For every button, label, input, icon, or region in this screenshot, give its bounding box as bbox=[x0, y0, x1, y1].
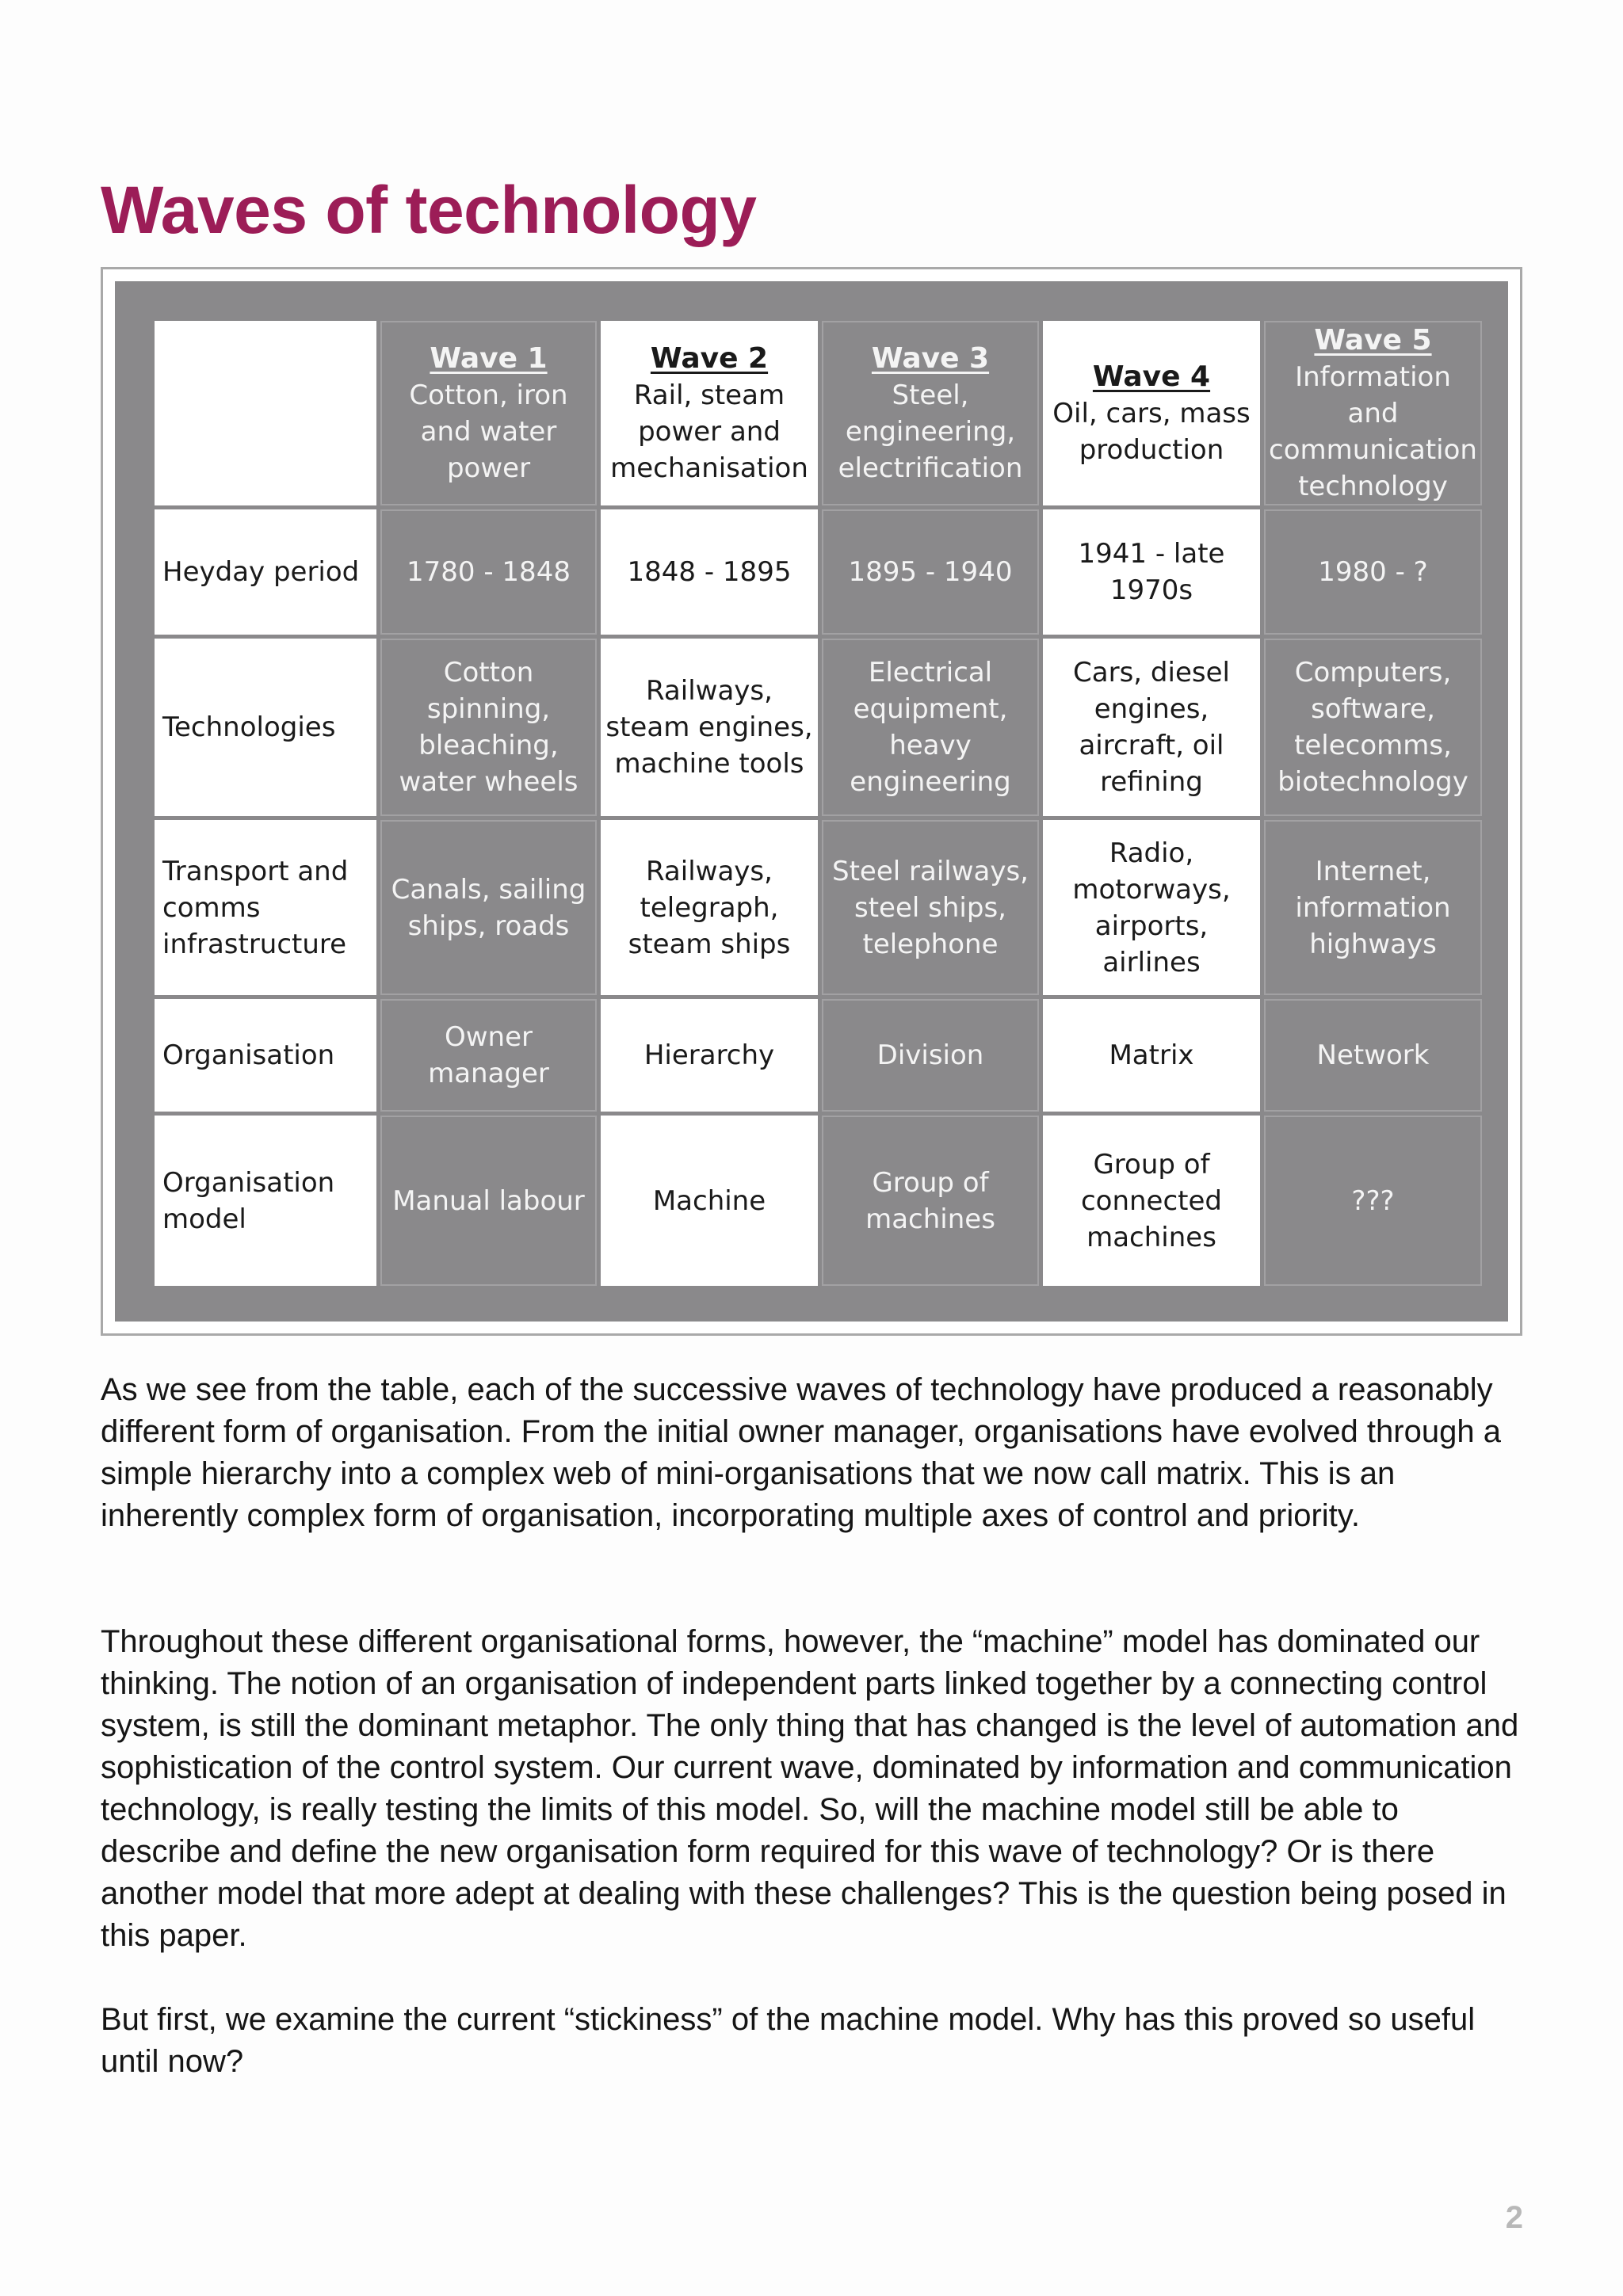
row-header-cell: Organisation model bbox=[155, 1116, 376, 1286]
waves-of-technology-table bbox=[151, 317, 1486, 1290]
table-cell: Division bbox=[822, 999, 1039, 1112]
table-cell: Computers, software, telecomms, biotechnology bbox=[1264, 639, 1482, 816]
wave-description: Rail, steam power and mechanisation bbox=[610, 379, 808, 484]
page-title: Waves of technology bbox=[101, 173, 757, 247]
wave-title: Wave 3 bbox=[871, 341, 990, 375]
wave-header-cell bbox=[380, 321, 597, 505]
wave-description: Oil, cars, mass production bbox=[1052, 397, 1251, 466]
table-cell: Group of machines bbox=[822, 1116, 1039, 1286]
row-header-cell: Heyday period bbox=[155, 509, 376, 635]
wave-title: Wave 2 bbox=[650, 341, 769, 375]
wave-table-figure bbox=[101, 267, 1522, 1336]
table-cell: Radio, motorways, airports, airlines bbox=[1043, 820, 1260, 995]
table-cell: 1848 - 1895 bbox=[601, 509, 818, 635]
table-header-row bbox=[155, 321, 1482, 505]
wave-description: Steel, engineering, electrification bbox=[838, 379, 1023, 484]
table-cell: Owner manager bbox=[380, 999, 597, 1112]
table-cell: Internet, information highways bbox=[1264, 820, 1482, 995]
table-row-heyday-period bbox=[155, 509, 1482, 635]
table-cell: Electrical equipment, heavy engineering bbox=[822, 639, 1039, 816]
table-cell: 1780 - 1848 bbox=[380, 509, 597, 635]
wave-header-cell bbox=[1264, 321, 1482, 505]
table-cell: Manual labour bbox=[380, 1116, 597, 1286]
table-corner-cell bbox=[155, 321, 376, 505]
table-cell: Cotton spinning, bleaching, water wheels bbox=[380, 639, 597, 816]
wave-title: Wave 1 bbox=[430, 341, 548, 375]
table-cell: Network bbox=[1264, 999, 1482, 1112]
wave-table-background bbox=[115, 281, 1508, 1322]
wave-header-cell bbox=[822, 321, 1039, 505]
table-cell: Steel railways, steel ships, telephone bbox=[822, 820, 1039, 995]
table-cell: 1895 - 1940 bbox=[822, 509, 1039, 635]
wave-header-cell bbox=[1043, 321, 1260, 505]
table-row-technologies bbox=[155, 639, 1482, 816]
table-cell: 1941 - late 1970s bbox=[1043, 509, 1260, 635]
table-cell: ??? bbox=[1264, 1116, 1482, 1286]
table-cell: Railways, steam engines, machine tools bbox=[601, 639, 818, 816]
body-paragraph: But first, we examine the current “stickiness” of the machine model. Why has this proved so useful until now? bbox=[101, 2002, 1476, 2079]
table-cell: Machine bbox=[601, 1116, 818, 1286]
wave-description: Cotton, iron and water power bbox=[409, 379, 568, 484]
table-row-organisation bbox=[155, 999, 1482, 1112]
row-header-cell: Transport and comms infrastructure bbox=[155, 820, 376, 995]
table-cell: Canals, sailing ships, roads bbox=[380, 820, 597, 995]
row-header-cell: Organisation bbox=[155, 999, 376, 1112]
body-paragraph: As we see from the table, each of the successive waves of technology have produced a reasonably different form of organisation. From the initial owner manager, organisations have evolved through a simple hierarchy into a complex web of mini-organisations that we now call matrix. This is an inherently complex form of organisation, incorporating multiple axes of control and priority. bbox=[101, 1372, 1501, 1533]
table-cell: Cars, diesel engines, aircraft, oil refining bbox=[1043, 639, 1260, 816]
table-cell: Railways, telegraph, steam ships bbox=[601, 820, 818, 995]
body-paragraph: Throughout these different organisational forms, however, the “machine” model has dominated our thinking. The notion of an organisation of independent parts linked together by a connecting control system, is still the dominant metaphor. The only thing that has changed is the level of automation and sophistication of the control system. Our current wave, dominated by information and communication technology, is really testing the limits of this model. So, will the machine model still be able to describe and define the new organisation form required for this wave of technology? Or is there another model that more adept at dealing with these challenges? This is the question being posed in this paper. bbox=[101, 1624, 1519, 1953]
wave-title: Wave 5 bbox=[1314, 323, 1432, 357]
wave-title: Wave 4 bbox=[1092, 360, 1211, 393]
table-cell: Hierarchy bbox=[601, 999, 818, 1112]
table-cell: 1980 - ? bbox=[1264, 509, 1482, 635]
wave-header-cell bbox=[601, 321, 818, 505]
page-number: 2 bbox=[1505, 2200, 1523, 2235]
table-cell: Group of connected machines bbox=[1043, 1116, 1260, 1286]
wave-description: Information and communication technology bbox=[1269, 360, 1477, 502]
row-header-cell: Technologies bbox=[155, 639, 376, 816]
table-row-transport-comms bbox=[155, 820, 1482, 995]
table-cell: Matrix bbox=[1043, 999, 1260, 1112]
table-row-organisation-model bbox=[155, 1116, 1482, 1286]
